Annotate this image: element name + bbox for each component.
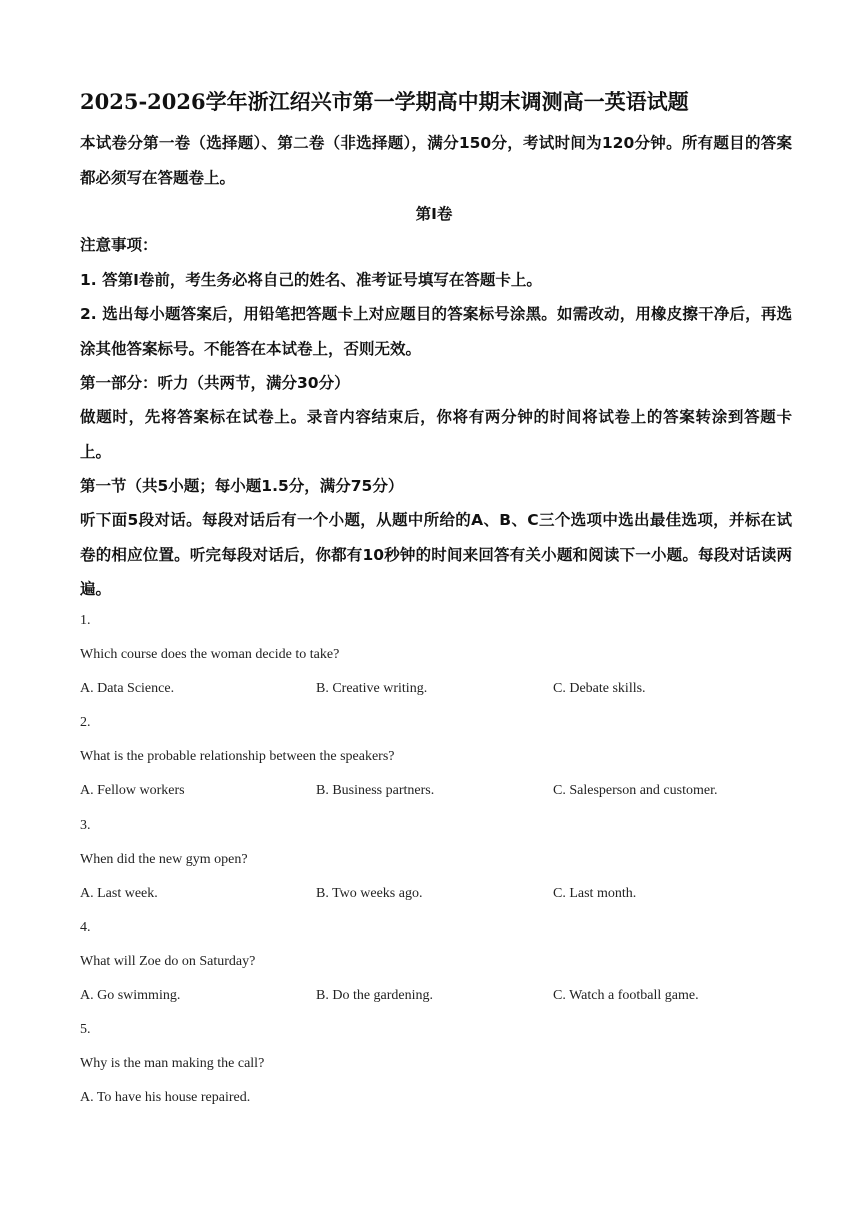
option-c: C. Salesperson and customer. bbox=[553, 783, 718, 798]
question-number: 5. bbox=[80, 1022, 91, 1037]
part1-title: 第一部分：听力（共两节，满分30分） bbox=[80, 374, 350, 392]
notice-title: 注意事项： bbox=[80, 236, 158, 254]
part1-instructions: 做题时，先将答案标在试卷上。录音内容结束后，你将有两分钟的时间将试卷上的答案转涂到答题卡上。 bbox=[80, 408, 792, 461]
option-a: A. To have his house repaired. bbox=[80, 1090, 251, 1105]
section1-instructions: 听下面5段对话。每段对话后有一个小题，从题中所给的A、B、C三个选项中选出最佳选项，并标在试卷的相应位置。听完每段对话后，你都有10秒钟的时间来回答有关小题和阅读下一小题。每段对话读两遍。 bbox=[80, 511, 792, 598]
section1-title: 第一节（共5小题；每小题1.5分，满分75分） bbox=[80, 477, 404, 495]
question-number: 4. bbox=[80, 920, 91, 935]
question-number: 3. bbox=[80, 818, 91, 833]
question-number: 2. bbox=[80, 715, 91, 730]
option-b: B. Do the gardening. bbox=[316, 988, 434, 1003]
volume-title: 第Ⅰ卷 bbox=[415, 205, 453, 223]
notice-item-1: 1. 答第Ⅰ卷前，考生务必将自己的姓名、准考证号填写在答题卡上。 bbox=[80, 271, 542, 289]
option-c: C. Debate skills. bbox=[553, 681, 646, 696]
notice-item-2: 2. 选出每小题答案后，用铅笔把答题卡上对应题目的答案标号涂黑。如需改动，用橡皮擦干净后，再选涂其他答案标号。不能答在本试卷上，否则无效。 bbox=[80, 305, 792, 358]
option-b: B. Business partners. bbox=[316, 783, 435, 798]
question-text: Why is the man making the call? bbox=[80, 1056, 265, 1071]
option-b: B. Creative writing. bbox=[316, 681, 428, 696]
option-a: A. Last week. bbox=[80, 886, 158, 901]
exam-intro: 本试卷分第一卷（选择题）、第二卷（非选择题），满分150分，考试时间为120分钟。所有题目的答案都必须写在答题卷上。 bbox=[80, 134, 792, 187]
option-a: A. Data Science. bbox=[80, 681, 175, 696]
question-text: What is the probable relationship between the speakers? bbox=[80, 749, 395, 764]
option-a: A. Go swimming. bbox=[80, 988, 181, 1003]
exam-title: 2025-2026学年浙江绍兴市第一学期高中期末调测高一英语试题 bbox=[80, 89, 689, 114]
question-number: 1. bbox=[80, 613, 91, 628]
option-c: C. Watch a football game. bbox=[553, 988, 699, 1003]
question-text: What will Zoe do on Saturday? bbox=[80, 954, 256, 969]
question-text: Which course does the woman decide to take? bbox=[80, 647, 340, 662]
option-b: B. Two weeks ago. bbox=[316, 886, 423, 901]
question-text: When did the new gym open? bbox=[80, 852, 248, 867]
option-a: A. Fellow workers bbox=[80, 783, 185, 798]
option-c: C. Last month. bbox=[553, 886, 637, 901]
